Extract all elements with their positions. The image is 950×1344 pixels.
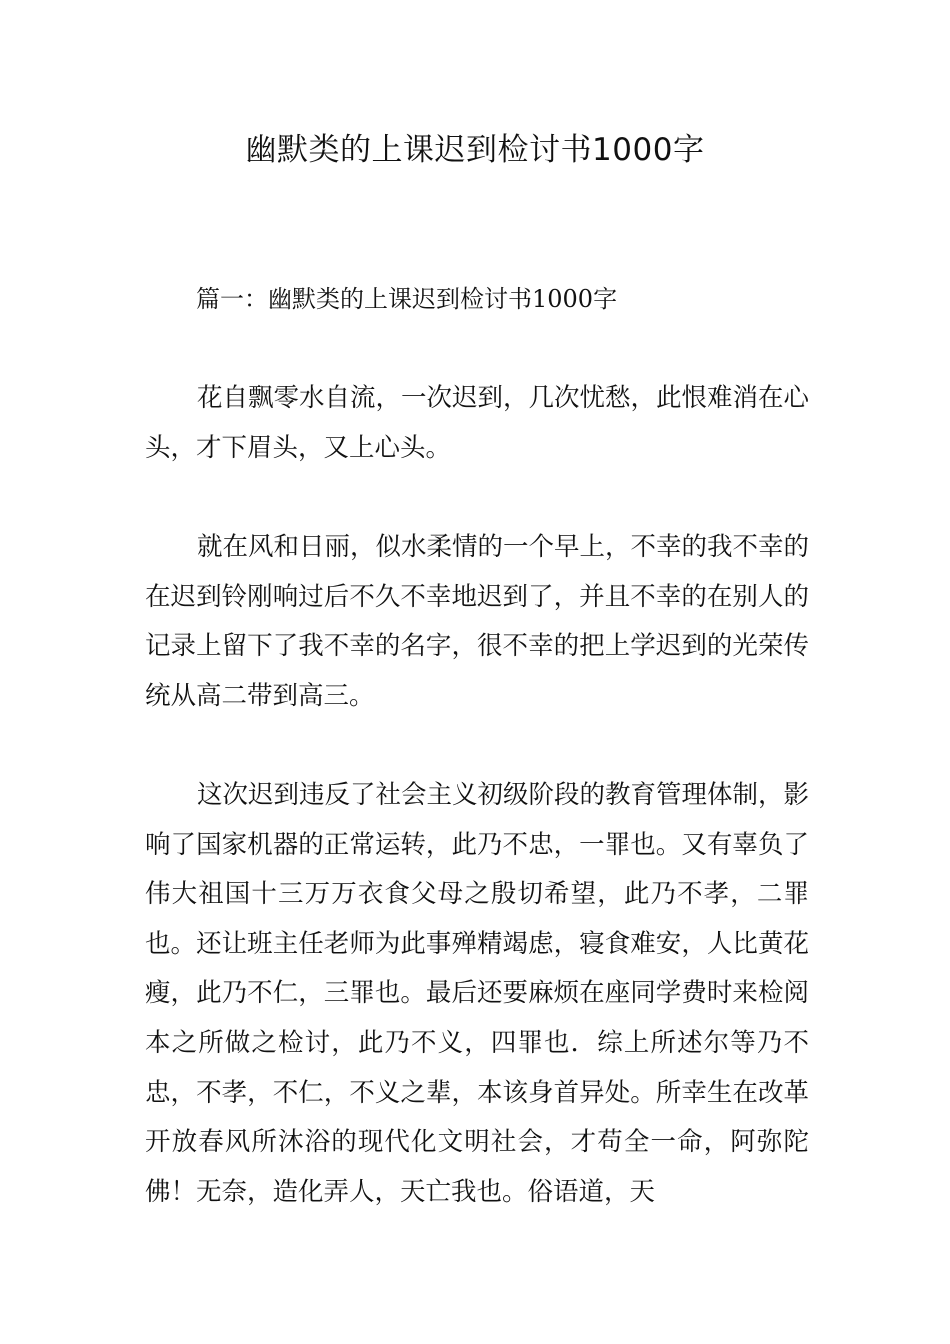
paragraph-3: 这次迟到违反了社会主义初级阶段的教育管理体制，影响了国家机器的正常运转，此乃不忠，一罪也。又有辜负了伟大祖国十三万万衣食父母之殷切希望，此乃不孝，二罪也。还让班主任老师为此事殚精竭虑，寝食难安，人比黄花瘦，此乃不仁，三罪也。最后还要麻烦在座同学费时来检阅本之所做之检讨，此乃不义，四罪也．综上所述尔等乃不忠，不孝，不仁，不义之辈，本该身首异处。所幸生在改革开放春风所沐浴的现代化文明社会，才苟全一命，阿弥陀佛！无奈，造化弄人，天亡我也。俗语道，天 [145, 780, 810, 1207]
document-title: 幽默类的上课迟到检讨书1000字 [245, 132, 705, 168]
paragraph-1: 花自飘零水自流，一次迟到，几次忧愁，此恨难消在心头，才下眉头，又上心头。 [145, 383, 810, 463]
paragraph-2: 就在风和日丽，似水柔情的一个早上，不幸的我不幸的在迟到铃刚响过后不久不幸地迟到了，并且不幸的在别人的记录上留下了我不幸的名字，很不幸的把上学迟到的光荣传统从高二带到高三。 [145, 532, 810, 711]
section-heading: 篇一：幽默类的上课迟到检讨书1000字 [196, 285, 618, 313]
